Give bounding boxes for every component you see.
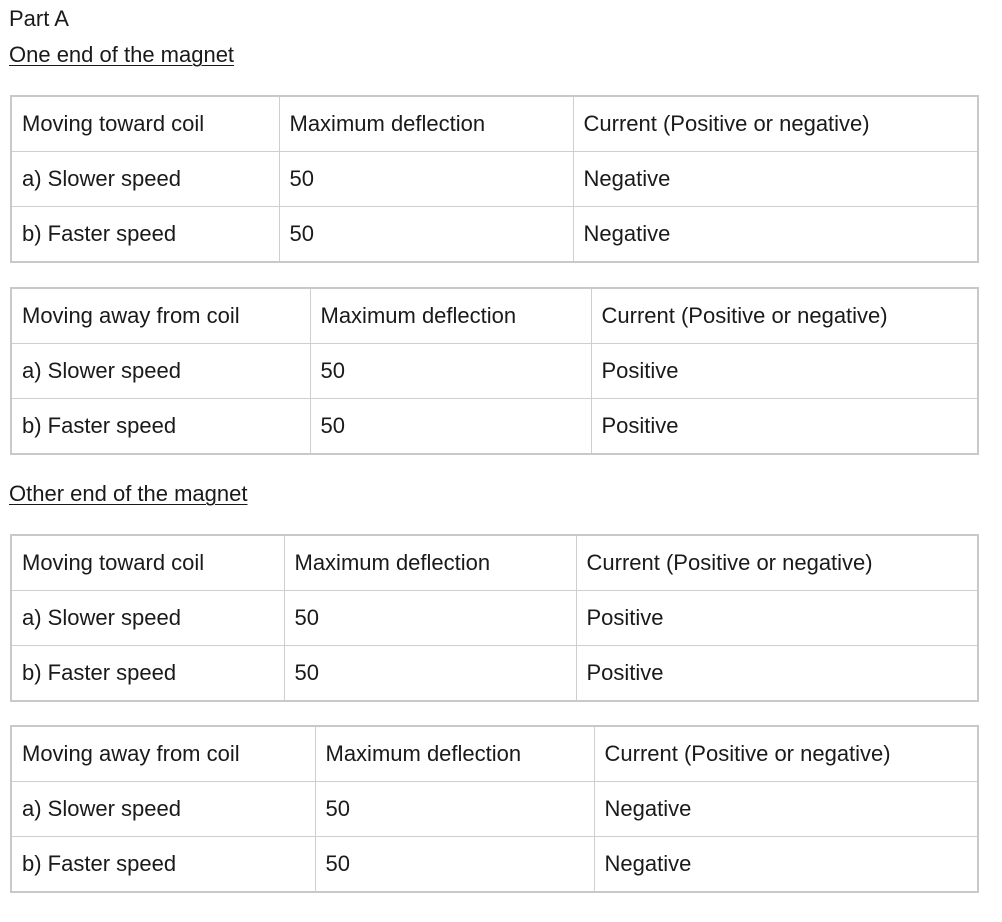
table-cell: b) Faster speed xyxy=(11,399,310,455)
table-cell: b) Faster speed xyxy=(11,646,284,702)
table-header-row xyxy=(11,726,978,782)
header-cell: Current (Positive or negative) xyxy=(594,726,978,782)
table-header-row xyxy=(11,288,978,344)
table-row xyxy=(11,782,978,837)
section-heading-one-end: One end of the magnet xyxy=(9,42,235,67)
table-cell: 50 xyxy=(279,152,573,207)
table-other-end-toward xyxy=(10,534,979,702)
header-cell: Moving away from coil xyxy=(11,288,310,344)
table-row xyxy=(11,344,978,399)
table-row xyxy=(11,837,978,893)
section-heading-other-end: Other end of the magnet xyxy=(9,481,248,506)
table-cell: Positive xyxy=(576,591,978,646)
table-row xyxy=(11,399,978,455)
table-other-end-away xyxy=(10,725,979,893)
table-cell: 50 xyxy=(310,399,591,455)
table-one-end-toward xyxy=(10,95,979,263)
table-cell: Negative xyxy=(573,152,978,207)
header-cell: Maximum deflection xyxy=(279,96,573,152)
part-title: Part A xyxy=(9,6,69,31)
table-row xyxy=(11,152,978,207)
table-cell: a) Slower speed xyxy=(11,591,284,646)
header-cell: Current (Positive or negative) xyxy=(576,535,978,591)
table-row xyxy=(11,591,978,646)
table-cell: Negative xyxy=(573,207,978,263)
header-cell: Moving toward coil xyxy=(11,96,279,152)
table-cell: 50 xyxy=(284,646,576,702)
table-cell: Positive xyxy=(576,646,978,702)
table-cell: 50 xyxy=(315,782,594,837)
header-cell: Current (Positive or negative) xyxy=(573,96,978,152)
table-cell: Negative xyxy=(594,782,978,837)
table-cell: a) Slower speed xyxy=(11,344,310,399)
table-cell: 50 xyxy=(284,591,576,646)
table-cell: 50 xyxy=(279,207,573,263)
header-cell: Maximum deflection xyxy=(310,288,591,344)
table-cell: Positive xyxy=(591,399,978,455)
table-cell: 50 xyxy=(310,344,591,399)
table-cell: Positive xyxy=(591,344,978,399)
table-header-row xyxy=(11,535,978,591)
table-cell: a) Slower speed xyxy=(11,152,279,207)
header-cell: Current (Positive or negative) xyxy=(591,288,978,344)
table-cell: a) Slower speed xyxy=(11,782,315,837)
header-cell: Maximum deflection xyxy=(284,535,576,591)
table-header-row xyxy=(11,96,978,152)
table-row xyxy=(11,207,978,263)
table-cell: b) Faster speed xyxy=(11,837,315,893)
table-cell: b) Faster speed xyxy=(11,207,279,263)
table-cell: 50 xyxy=(315,837,594,893)
header-cell: Maximum deflection xyxy=(315,726,594,782)
table-one-end-away xyxy=(10,287,979,455)
header-cell: Moving away from coil xyxy=(11,726,315,782)
table-cell: Negative xyxy=(594,837,978,893)
header-cell: Moving toward coil xyxy=(11,535,284,591)
table-row xyxy=(11,646,978,702)
